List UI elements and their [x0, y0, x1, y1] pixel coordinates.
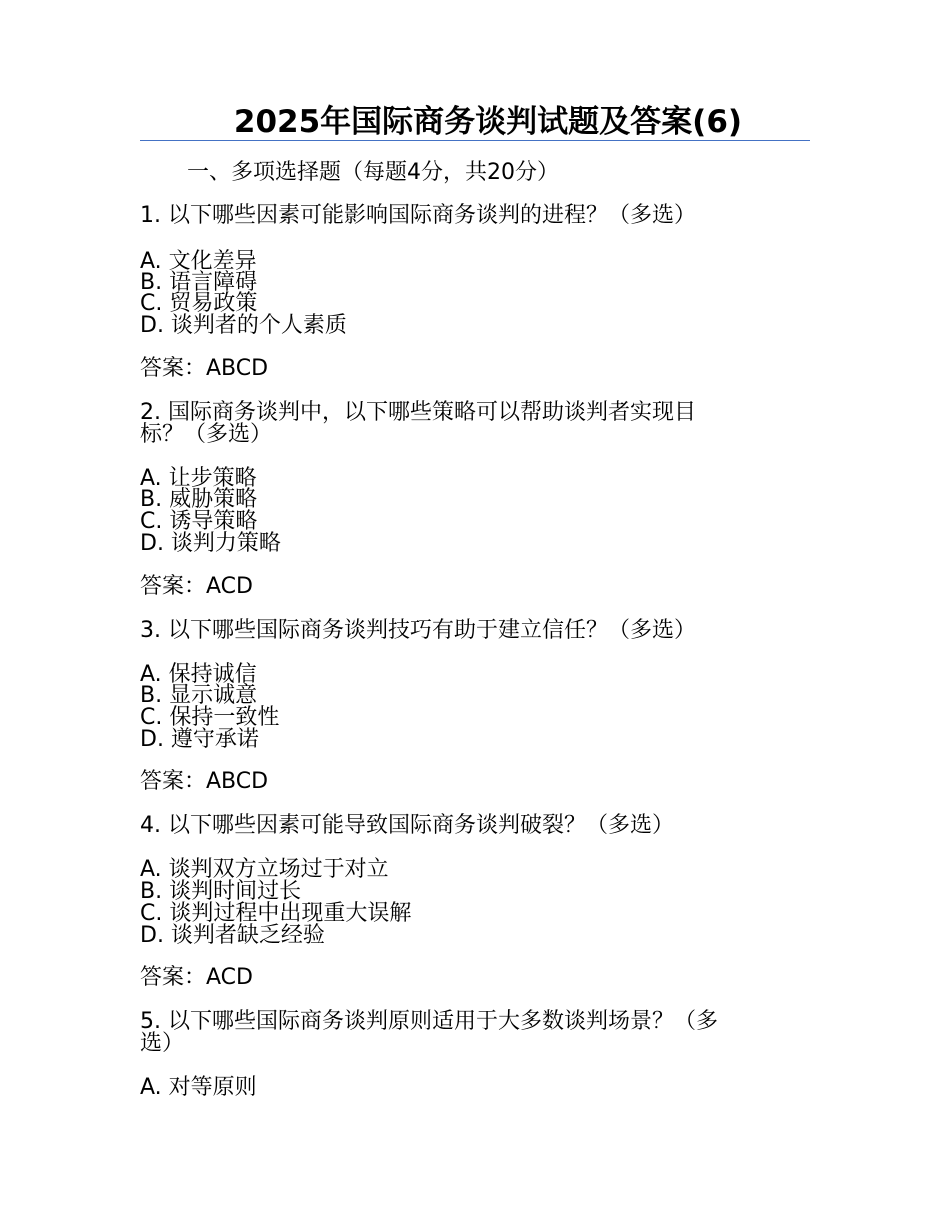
question-1-option-c: C. 贸易政策 — [140, 291, 258, 316]
question-3-option-b: B. 显示诚意 — [140, 683, 258, 708]
question-2-option-d: D. 谈判力策略 — [140, 531, 281, 556]
question-1-option-a: A. 文化差异 — [140, 249, 257, 274]
question-2-stem-line-2: 标？（多选） — [140, 422, 273, 447]
question-4-option-a: A. 谈判双方立场过于对立 — [140, 857, 389, 882]
question-1-option-d: D. 谈判者的个人素质 — [140, 313, 347, 338]
question-4-option-d: D. 谈判者缺乏经验 — [140, 923, 325, 948]
question-4-option-b: B. 谈判时间过长 — [140, 879, 302, 904]
question-3-option-a: A. 保持诚信 — [140, 662, 257, 687]
document-title: 2025年国际商务谈判试题及答案(6) — [233, 104, 743, 140]
question-2-stem-line-1: 2. 国际商务谈判中，以下哪些策略可以帮助谈判者实现目 — [140, 400, 696, 425]
question-5-stem-line-1: 5. 以下哪些国际商务谈判原则适用于大多数谈判场景？（多 — [140, 1009, 718, 1034]
question-3-option-d: D. 遵守承诺 — [140, 727, 259, 752]
question-4-stem: 4. 以下哪些因素可能导致国际商务谈判破裂？（多选） — [140, 813, 674, 838]
question-2-option-c: C. 诱导策略 — [140, 509, 258, 534]
question-2-option-b: B. 威胁策略 — [140, 487, 258, 512]
title-underline — [140, 140, 810, 141]
question-5-stem-line-2: 选） — [140, 1031, 185, 1056]
section-heading: 一、多项选择题（每题4分，共20分） — [187, 160, 559, 185]
question-3-stem: 3. 以下哪些国际商务谈判技巧有助于建立信任？（多选） — [140, 618, 696, 643]
question-1-stem: 1. 以下哪些因素可能影响国际商务谈判的进程？（多选） — [140, 203, 696, 228]
question-4-option-c: C. 谈判过程中出现重大误解 — [140, 901, 412, 926]
question-4-answer: 答案：ACD — [140, 965, 253, 990]
question-2-option-a: A. 让步策略 — [140, 466, 257, 491]
question-2-answer: 答案：ACD — [140, 574, 253, 599]
question-1-answer: 答案：ABCD — [140, 356, 269, 381]
question-1-option-b: B. 语言障碍 — [140, 270, 258, 295]
question-3-answer: 答案：ABCD — [140, 769, 269, 794]
question-3-option-c: C. 保持一致性 — [140, 705, 280, 730]
question-5-option-a: A. 对等原则 — [140, 1075, 257, 1100]
